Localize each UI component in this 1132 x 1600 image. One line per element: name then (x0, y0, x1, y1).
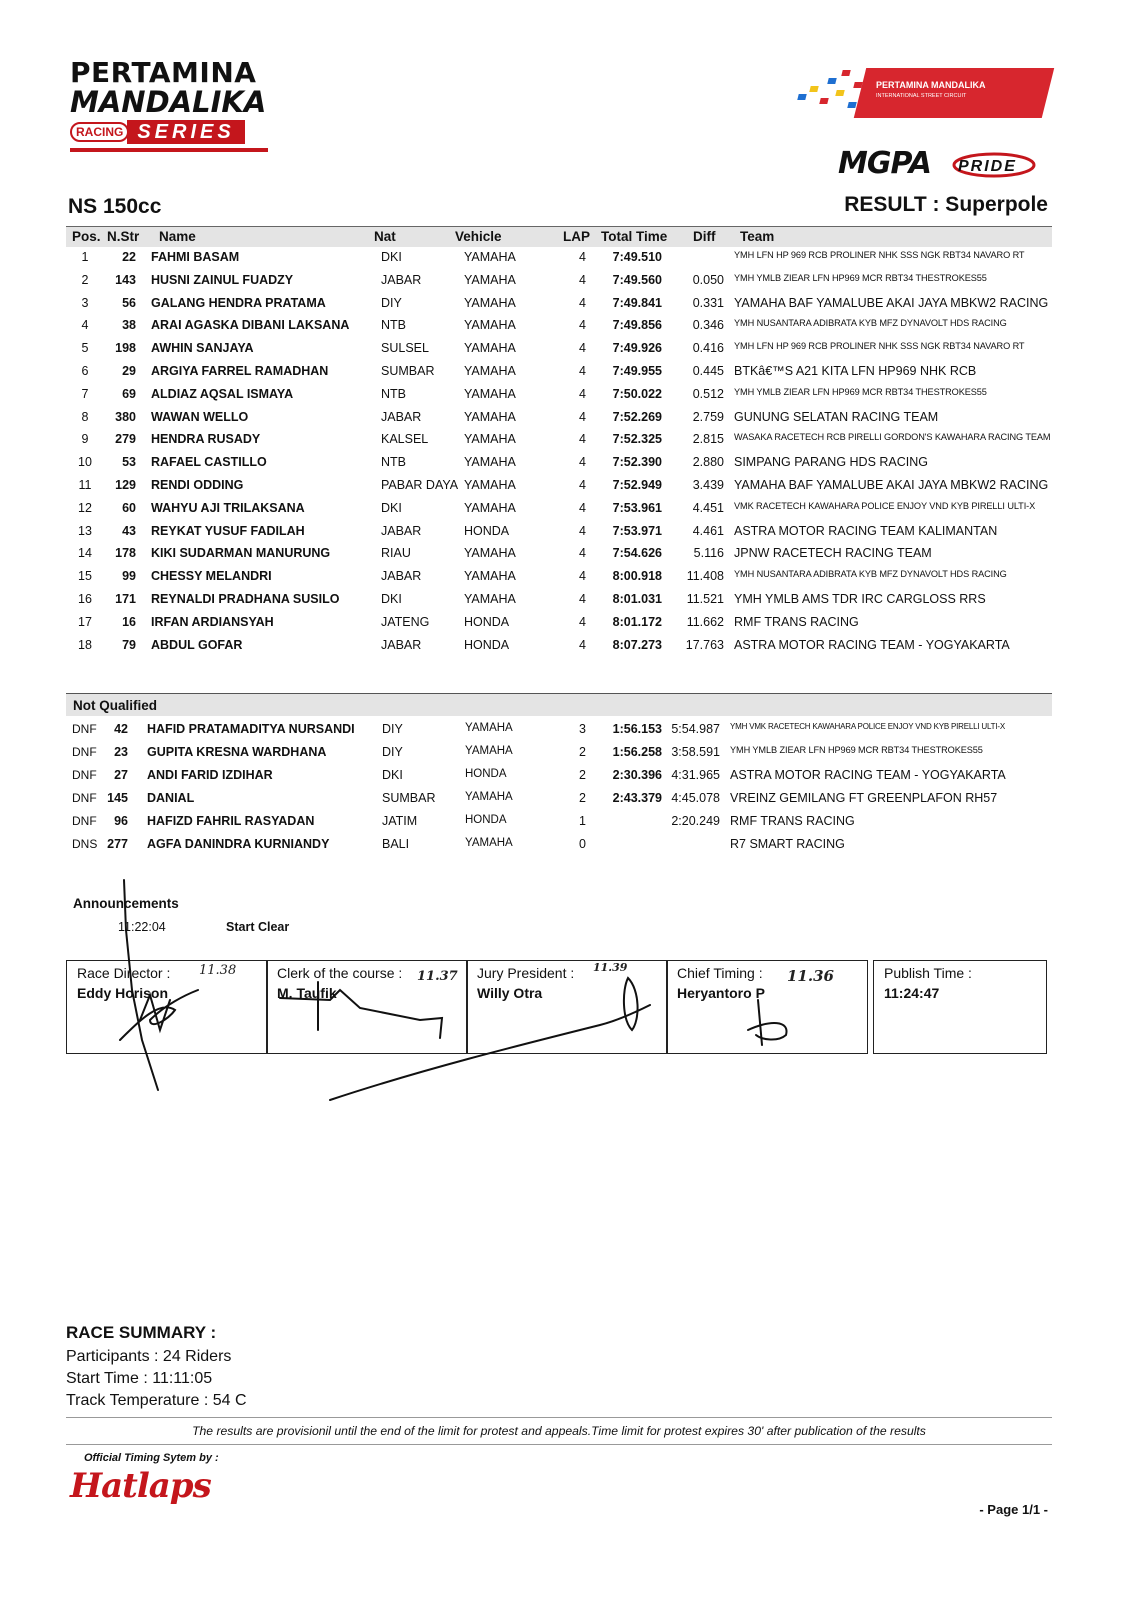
cell-no: 279 (115, 432, 136, 447)
table-row (66, 768, 1052, 791)
cell-vehicle: YAMAHA (464, 592, 516, 606)
cell-vehicle: YAMAHA (464, 341, 516, 356)
cell-vehicle: YAMAHA (464, 250, 516, 264)
cell-diff: 2.815 (692, 432, 724, 447)
cell-vehicle: YAMAHA (464, 500, 516, 515)
chief-timing-label: Chief Timing : (677, 965, 763, 981)
cell-lap: 4 (579, 546, 586, 561)
cell-lap: 2 (579, 791, 586, 805)
table-row (66, 432, 1052, 455)
cell-diff: 2.880 (692, 455, 724, 470)
cell-time: 7:52.269 (612, 409, 662, 424)
cell-name: HENDRA RUSADY (151, 432, 261, 447)
cell-no: 69 (122, 386, 136, 401)
cell-no: 22 (122, 250, 136, 264)
logo-racing-badge: RACING (70, 122, 129, 142)
cell-time: 7:52.949 (612, 478, 662, 492)
cell-no: 198 (115, 341, 136, 356)
cell-no: 53 (122, 455, 136, 470)
jury-president-label: Jury President : (477, 965, 575, 981)
series-logo (70, 58, 280, 152)
col-total-time: Total Time (601, 229, 668, 244)
jury-president-time: 11.39 (593, 961, 628, 974)
cell-team: R7 SMART RACING (730, 837, 845, 851)
cell-name: GALANG HENDRA PRATAMA (151, 295, 326, 310)
protest-disclaimer: The results are provisionil until the end of the limit for protest and appeals.Time limit for protest expires 30' after publication of the results (66, 1417, 1052, 1445)
cell-time: 7:49.856 (612, 318, 662, 333)
cell-nat: DIY (382, 745, 403, 759)
cell-diff: 4.461 (692, 523, 724, 538)
table-row (66, 341, 1052, 364)
cell-diff: 0.445 (692, 364, 724, 378)
cell-pos: 16 (78, 592, 92, 606)
cell-diff: 17.763 (685, 637, 724, 652)
cell-lap: 1 (579, 814, 586, 828)
cell-team: YMH VMK RACETECH KAWAHARA POLICE ENJOY VND KYB PIRELLI ULTI-X (730, 722, 1005, 731)
cell-team: JPNW RACETECH RACING TEAM (734, 546, 932, 561)
cell-nat: BALI (382, 837, 410, 851)
cell-diff: 0.346 (692, 318, 724, 333)
race-director-name: Eddy Horison (77, 985, 169, 1001)
cell-team: YMH NUSANTARA ADIBRATA KYB MFZ DYNAVOLT HDS RACING (734, 318, 1007, 329)
clerk-label: Clerk of the course : (277, 965, 403, 981)
cell-time: 7:49.841 (612, 295, 662, 310)
cell-name: HAFIZD FAHRIL RASYADAN (147, 814, 315, 828)
cell-pos: 8 (81, 409, 89, 424)
cell-team: YMH LFN HP 969 RCB PROLINER NHK SSS NGK RBT34 NAVARO RT (734, 250, 1025, 260)
cell-nat: SUMBAR (382, 791, 436, 805)
cell-name: ANDI FARID IZDIHAR (147, 768, 273, 782)
announcements-title: Announcements (73, 896, 179, 911)
race-summary (66, 1322, 247, 1412)
signature-scribbles (0, 870, 1132, 1110)
cell-diff: 3:58.591 (671, 745, 720, 759)
result-title: RESULT : Superpole (844, 193, 1048, 216)
table-row (66, 592, 1052, 615)
col-name: Name (159, 229, 196, 244)
cell-pos: 6 (81, 364, 89, 378)
logo-line-mandalika: MANDALIKA (70, 85, 267, 119)
cell-time: 2:43.379 (612, 791, 662, 805)
cell-pos: 11 (78, 478, 92, 492)
cell-time: 7:52.390 (612, 455, 662, 470)
cell-name: CHESSY MELANDRI (151, 569, 272, 584)
cell-nat: DIY (382, 722, 403, 736)
cell-vehicle: YAMAHA (464, 364, 516, 378)
publish-time-value: 11:24:47 (884, 985, 940, 1001)
circuit-subtitle: INTERNATIONAL STREET CIRCUIT (876, 93, 967, 99)
cell-team: YAMAHA BAF YAMALUBE AKAI JAYA MBKW2 RACING (734, 478, 1049, 492)
col-nat: Nat (374, 229, 396, 244)
cell-lap: 4 (579, 386, 586, 401)
cell-pos: DNF (72, 745, 97, 759)
cell-pos: 7 (81, 386, 89, 401)
cell-pos: DNF (72, 814, 97, 828)
cell-team: RMF TRANS RACING (734, 614, 859, 629)
col-vehicle: Vehicle (455, 229, 502, 244)
cell-nat: JATENG (381, 614, 430, 629)
announcement-time: 11:22:04 (118, 920, 166, 934)
cell-vehicle: HONDA (465, 768, 507, 780)
cell-name: ARGIYA FARREL RAMADHAN (151, 364, 329, 378)
cell-no: 380 (115, 409, 136, 424)
cell-time: 7:52.325 (612, 432, 662, 447)
cell-time: 7:54.626 (612, 546, 662, 561)
cell-no: 56 (122, 295, 136, 310)
cell-vehicle: YAMAHA (464, 478, 516, 492)
cell-nat: JABAR (381, 569, 422, 584)
hatlaps-logo: Hatlaps (70, 1466, 211, 1506)
cell-team: ASTRA MOTOR RACING TEAM KALIMANTAN (734, 523, 998, 538)
cell-lap: 3 (579, 722, 586, 736)
race-director-label: Race Director : (77, 965, 171, 981)
cell-team: WASAKA RACETECH RCB PIRELLI GORDON'S KAWAHARA RACING TEAM (734, 432, 1051, 443)
cell-no: 143 (115, 272, 136, 287)
cell-pos: 9 (81, 432, 89, 447)
cell-vehicle: YAMAHA (464, 455, 516, 470)
cell-pos: 5 (81, 341, 89, 356)
cell-vehicle: YAMAHA (464, 409, 516, 424)
cell-name: AGFA DANINDRA KURNIANDY (147, 837, 330, 851)
cell-lap: 4 (579, 272, 586, 287)
table-row (66, 296, 1052, 319)
cell-team: VREINZ GEMILANG FT GREENPLAFON RH57 (730, 791, 998, 805)
cell-team: ASTRA MOTOR RACING TEAM - YOGYAKARTA (730, 768, 1006, 782)
cell-lap: 4 (579, 250, 586, 264)
table-row (66, 318, 1052, 341)
table-row (66, 814, 1052, 837)
table-row (66, 546, 1052, 569)
table-row (66, 273, 1052, 296)
cell-nat: PABAR DAYA (381, 478, 459, 492)
cell-nat: DIY (381, 295, 402, 310)
col-no: N.Str (107, 229, 140, 244)
cell-nat: KALSEL (381, 432, 429, 447)
cell-pos: 3 (81, 295, 89, 310)
cell-nat: NTB (381, 318, 406, 333)
cell-vehicle: HONDA (464, 523, 510, 538)
clerk-time: 11.37 (417, 969, 458, 984)
cell-team: YMH YMLB ZIEAR LFN HP969 MCR RBT34 THESTROKES55 (730, 745, 983, 755)
cell-vehicle: YAMAHA (465, 722, 513, 734)
table-row (66, 387, 1052, 410)
cell-no: 79 (122, 637, 136, 652)
cell-vehicle: YAMAHA (464, 546, 516, 561)
cell-nat: RIAU (381, 546, 411, 561)
cell-no: 16 (122, 614, 136, 629)
cell-pos: 4 (81, 318, 89, 333)
cell-nat: DKI (381, 250, 402, 264)
cell-pos: 15 (78, 569, 92, 584)
cell-no: 29 (122, 364, 136, 378)
summary-start-time: Start Time : 11:11:05 (66, 1370, 213, 1387)
summary-participants: Participants : 24 Riders (66, 1348, 232, 1365)
cell-team: VMK RACETECH KAWAHARA POLICE ENJOY VND KYB PIRELLI ULTI-X (734, 500, 1036, 511)
announcement-text: Start Clear (226, 920, 290, 934)
cell-no: 38 (122, 318, 136, 333)
cell-pos: 10 (78, 455, 92, 470)
cell-time: 7:49.510 (612, 250, 662, 264)
cell-lap: 4 (579, 500, 586, 515)
cell-time: 8:07.273 (612, 637, 662, 652)
table-row (66, 837, 1052, 860)
cell-team: YMH NUSANTARA ADIBRATA KYB MFZ DYNAVOLT HDS RACING (734, 569, 1007, 580)
table-row (66, 410, 1052, 433)
cell-vehicle: YAMAHA (464, 272, 516, 287)
race-summary-title: RACE SUMMARY : (66, 1323, 217, 1342)
cell-vehicle: HONDA (465, 814, 507, 826)
cell-pos: DNF (72, 722, 97, 736)
cell-name: ARAI AGASKA DIBANI LAKSANA (151, 318, 350, 333)
cell-name: DANIAL (147, 791, 195, 805)
col-pos: Pos. (72, 229, 101, 244)
cell-name: WAHYU AJI TRILAKSANA (151, 500, 305, 515)
cell-name: GUPITA KRESNA WARDHANA (147, 745, 327, 759)
cell-name: WAWAN WELLO (151, 409, 249, 424)
cell-lap: 4 (579, 364, 586, 378)
cell-nat: JABAR (381, 409, 422, 424)
cell-vehicle: HONDA (464, 637, 510, 652)
table-row (66, 364, 1052, 387)
cell-nat: SULSEL (381, 341, 429, 356)
cell-no: 96 (114, 814, 128, 828)
race-director-time: 11.38 (199, 963, 237, 978)
cell-diff: 11.521 (686, 592, 724, 606)
cell-time: 8:01.031 (612, 592, 662, 606)
cell-lap: 0 (579, 837, 586, 851)
cell-lap: 4 (579, 341, 586, 356)
cell-no: 23 (114, 745, 128, 759)
cell-time: 8:00.918 (612, 569, 662, 584)
col-lap: LAP (563, 229, 590, 244)
cell-name: ALDIAZ AQSAL ISMAYA (151, 386, 294, 401)
table-row (66, 250, 1052, 273)
cell-no: 27 (114, 768, 128, 782)
logo-underline (70, 148, 268, 152)
not-qualified-header (66, 693, 1052, 716)
cell-nat: DKI (381, 592, 402, 606)
cell-no: 43 (122, 523, 136, 538)
cell-pos: DNS (72, 837, 98, 851)
cell-name: HAFID PRATAMADITYA NURSANDI (147, 722, 355, 736)
table-row (66, 791, 1052, 814)
cell-lap: 4 (579, 569, 586, 584)
cell-name: IRFAN ARDIANSYAH (151, 614, 274, 629)
circuit-name: PERTAMINA MANDALIKA (876, 80, 986, 90)
cell-time: 8:01.172 (612, 614, 662, 629)
cell-pos: DNF (72, 791, 97, 805)
cell-vehicle: YAMAHA (465, 837, 513, 849)
timing-system-label: Official Timing Sytem by : (84, 1452, 219, 1464)
cell-diff: 3.439 (692, 478, 724, 492)
cell-lap: 4 (579, 614, 586, 629)
logo-series-badge: SERIES (127, 120, 244, 144)
cell-pos: DNF (72, 768, 97, 782)
jury-president-name: Willy Otra (477, 985, 543, 1001)
cell-time: 7:53.971 (612, 523, 662, 538)
circuit-logo (798, 64, 1056, 122)
cell-pos: 14 (78, 546, 92, 561)
cell-lap: 4 (579, 432, 586, 447)
cell-name: REYNALDI PRADHANA SUSILO (151, 592, 340, 606)
cell-team: RMF TRANS RACING (730, 814, 855, 828)
cell-name: RAFAEL CASTILLO (151, 455, 267, 470)
cell-time: 7:49.560 (612, 272, 662, 287)
cell-nat: DKI (381, 500, 402, 515)
cell-pos: 2 (81, 272, 89, 287)
cell-team: YAMAHA BAF YAMALUBE AKAI JAYA MBKW2 RACING (734, 295, 1049, 310)
cell-diff: 2:20.249 (671, 814, 720, 828)
cell-diff: 0.050 (692, 272, 724, 287)
cell-no: 145 (107, 791, 128, 805)
cell-diff: 4:31.965 (671, 768, 720, 782)
cell-pos: 1 (81, 250, 89, 264)
cell-vehicle: YAMAHA (464, 386, 516, 401)
cell-no: 178 (115, 546, 136, 561)
clerk-name: M. Taufik (277, 985, 337, 1001)
cell-nat: JABAR (381, 637, 422, 652)
table-row (66, 455, 1052, 478)
col-diff: Diff (693, 229, 716, 244)
cell-diff: 5.116 (693, 546, 724, 561)
cell-name: HUSNI ZAINUL FUADZY (151, 272, 294, 287)
cell-pos: 18 (78, 637, 92, 652)
pride-text: PRIDE (958, 158, 1017, 175)
cell-name: ABDUL GOFAR (151, 637, 243, 652)
cell-diff: 11.662 (686, 614, 724, 629)
cell-team: SIMPANG PARANG HDS RACING (734, 455, 929, 470)
cell-lap: 4 (579, 318, 586, 333)
cell-vehicle: YAMAHA (465, 745, 513, 757)
cell-time: 7:49.955 (612, 364, 662, 378)
cell-diff: 0.416 (692, 341, 724, 356)
cell-vehicle: YAMAHA (464, 318, 516, 333)
table-row (66, 615, 1052, 638)
cell-vehicle: YAMAHA (464, 432, 516, 447)
cell-vehicle: YAMAHA (465, 791, 513, 803)
cell-pos: 17 (78, 614, 92, 629)
cell-lap: 4 (579, 455, 586, 470)
cell-nat: NTB (381, 386, 406, 401)
table-row (66, 722, 1052, 745)
cell-diff: 4:45.078 (671, 791, 720, 805)
chief-timing-name: Heryantoro P (677, 985, 765, 1001)
cell-name: REYKAT YUSUF FADILAH (151, 523, 305, 538)
cell-name: AWHIN SANJAYA (151, 341, 254, 356)
cell-team: ASTRA MOTOR RACING TEAM - YOGYAKARTA (734, 637, 1010, 652)
cell-nat: NTB (381, 455, 406, 470)
cell-pos: 12 (78, 500, 92, 515)
cell-lap: 4 (579, 637, 586, 652)
chief-timing-time: 11.36 (787, 967, 834, 985)
cell-no: 129 (115, 478, 136, 492)
cell-lap: 4 (579, 592, 586, 606)
cell-time: 7:49.926 (612, 341, 662, 356)
table-row (66, 524, 1052, 547)
class-title: NS 150cc (68, 195, 162, 218)
cell-no: 99 (122, 569, 136, 584)
table-row (66, 638, 1052, 661)
cell-nat: JABAR (381, 272, 422, 287)
cell-team: YMH YMLB AMS TDR IRC CARGLOSS RRS (734, 592, 986, 606)
results-table-header (66, 226, 1052, 247)
cell-team: GUNUNG SELATAN RACING TEAM (734, 409, 939, 424)
logo-line-pertamina: PERTAMINA (70, 56, 257, 89)
cell-nat: JABAR (381, 523, 422, 538)
cell-time: 1:56.153 (612, 722, 662, 736)
cell-diff: 0.512 (692, 386, 724, 401)
pride-logo (948, 150, 1036, 178)
not-qualified-title: Not Qualified (73, 698, 157, 713)
summary-track-temp: Track Temperature : 54 C (66, 1392, 247, 1409)
cell-team: YMH YMLB ZIEAR LFN HP969 MCR RBT34 THESTROKES55 (734, 272, 987, 283)
table-row (66, 745, 1052, 768)
cell-nat: JATIM (382, 814, 418, 828)
cell-diff: 2.759 (692, 409, 724, 424)
cell-no: 42 (114, 722, 128, 736)
cell-team: YMH LFN HP 969 RCB PROLINER NHK SSS NGK RBT34 NAVARO RT (734, 341, 1025, 352)
table-row (66, 569, 1052, 592)
cell-lap: 4 (579, 295, 586, 310)
cell-nat: SUMBAR (381, 364, 435, 378)
cell-time: 1:56.258 (612, 745, 662, 759)
cell-no: 171 (115, 592, 136, 606)
table-row (66, 478, 1052, 501)
page-number: - Page 1/1 - (979, 1502, 1048, 1517)
cell-lap: 4 (579, 523, 586, 538)
table-row (66, 501, 1052, 524)
cell-time: 7:50.022 (612, 386, 662, 401)
cell-pos: 13 (78, 523, 92, 538)
cell-diff: 0.331 (692, 295, 724, 310)
cell-lap: 2 (579, 745, 586, 759)
cell-no: 60 (122, 500, 136, 515)
cell-lap: 4 (579, 409, 586, 424)
cell-diff: 4.451 (692, 500, 724, 515)
publish-time-label: Publish Time : (884, 965, 972, 981)
cell-name: FAHMI BASAM (151, 250, 240, 264)
cell-vehicle: YAMAHA (464, 569, 516, 584)
cell-time: 7:53.961 (612, 500, 662, 515)
cell-vehicle: HONDA (464, 614, 510, 629)
mgpa-logo: MGPA (838, 146, 931, 181)
cell-vehicle: YAMAHA (464, 295, 516, 310)
cell-team: YMH YMLB ZIEAR LFN HP969 MCR RBT34 THESTROKES55 (734, 386, 987, 397)
col-team: Team (740, 229, 775, 244)
cell-diff: 11.408 (686, 569, 724, 584)
cell-name: KIKI SUDARMAN MANURUNG (151, 546, 331, 561)
cell-lap: 4 (579, 478, 586, 492)
cell-diff: 5:54.987 (671, 722, 720, 736)
cell-time: 2:30.396 (612, 768, 662, 782)
cell-lap: 2 (579, 768, 586, 782)
cell-team: BTKâ€™S A21 KITA LFN HP969 NHK RCB (734, 364, 977, 378)
cell-name: RENDI ODDING (151, 478, 244, 492)
cell-no: 277 (107, 837, 128, 851)
cell-nat: DKI (382, 768, 403, 782)
